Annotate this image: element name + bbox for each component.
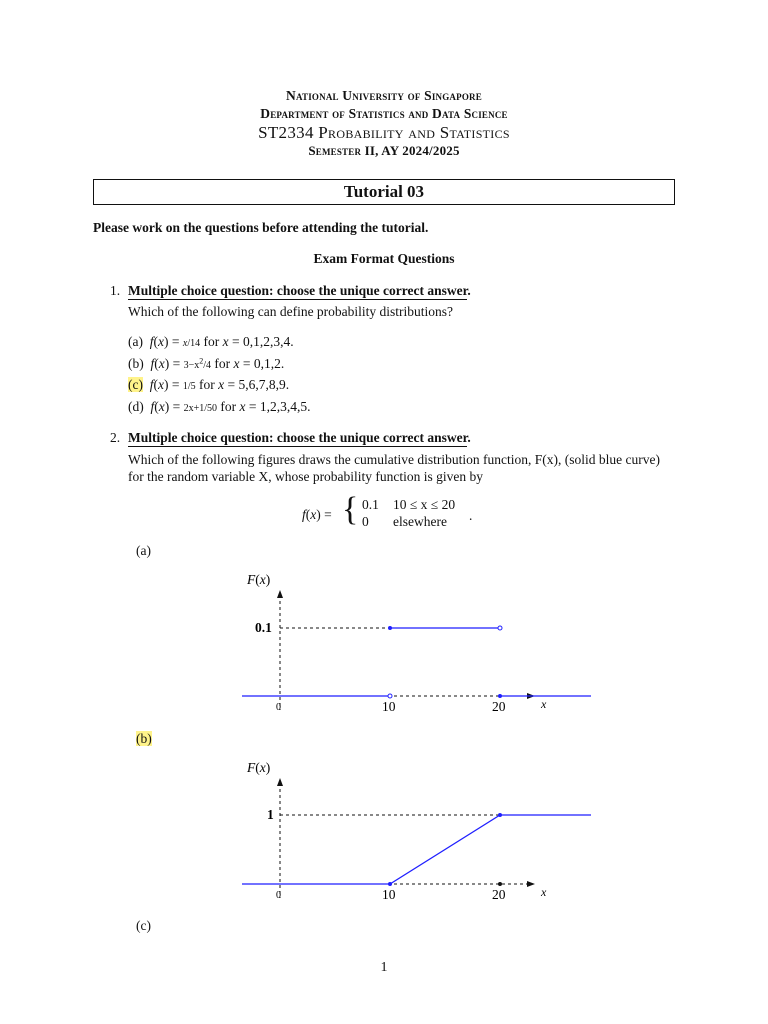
y-axis-arrow [277,778,283,786]
ytick-label: 0.1 [255,620,272,635]
xtick-10: 10 [382,887,396,902]
page-number: 1 [380,960,388,975]
open-point [388,694,392,698]
option-label: (a) [128,334,143,349]
ylabel: F(x) [247,760,271,775]
cdf-chart-b [230,753,610,908]
option-fraction: 2x+1/50 [183,403,218,414]
q1-option-a: (a) f(x) = x/14 for x = 0,1,2,3,4. [128,334,294,349]
instruction: Please work on the questions before attending the tutorial. [93,220,429,235]
q2-number: 2. [110,430,121,445]
xlabel: x [541,697,547,711]
q2-title: Multiple choice question: choose the unique correct answer. [128,430,471,445]
option-label: (b) [128,356,144,371]
department-name: Department of Statistics and Data Science [260,106,508,121]
pmf-case2-value: 0 [362,514,369,529]
xtick-10: 10 [382,699,396,714]
option-fraction: x/14 [182,338,201,349]
semester: Semester II, AY 2024/2025 [308,143,460,158]
xtick-0: 0 [276,702,281,713]
q1-option-b: (b) $f(x) = 3-x^2/4$ for x = 0,1,2. [128,356,285,371]
cdf-line [242,815,591,884]
course-title: ST2334 Probability and Statistics [258,123,510,142]
option-support: 5,6,7,8,9. [238,377,290,392]
closed-point [498,813,502,817]
q2-prompt-line2: for the random variable X, whose probability function is given by [128,469,484,484]
pmf-case2-cond: elsewhere [393,514,447,529]
xtick-0: 0 [276,890,281,901]
ylabel: F(x) [247,572,271,587]
q2-prompt-line1: Which of the following figures draws the cumulative distribution function, F(x), (solid blue curve) [128,452,661,467]
pmf-case1-value: 0.1 [362,497,379,512]
closed-point [498,694,502,698]
cdf-chart-a [230,565,610,720]
option-support: 0,1,2. [253,356,285,371]
option-label-highlighted: (c) [128,377,143,392]
pmf-period: . [469,508,473,523]
option-support: 0,1,2,3,4. [242,334,294,349]
closed-point [388,882,392,886]
figure-c-label: (c) [136,918,151,933]
option-fraction: $3-x^2/4$ [183,356,212,371]
pmf-case1-cond: 10 ≤ x ≤ 20 [393,497,456,512]
figure-a-label: (a) [136,543,151,558]
ytick-label: 1 [267,807,274,822]
section-title: Exam Format Questions [313,251,455,266]
q1-title-text: Multiple choice question: choose the unique correct answer [128,283,468,298]
y-axis-arrow [277,590,283,598]
option-support: 1,2,3,4,5. [259,399,311,414]
university-name: National University of Singapore [286,88,482,103]
xtick-20: 20 [492,887,506,902]
q1-prompt: Which of the following can define probability distributions? [128,304,454,319]
option-label: (d) [128,399,144,414]
figure-b-label-highlighted: (b) [136,731,152,746]
pmf-brace: { [342,491,359,528]
open-point [498,626,502,630]
q2-title-text: Multiple choice question: choose the unique correct answer [128,430,468,445]
figure-b-label [136,731,152,747]
q1-option-d: (d) f(x) = 2x+1/50 for x = 1,2,3,4,5. [128,399,311,414]
option-fraction: 1/5 [182,381,196,392]
pmf-lhs: f(x) = [302,507,332,522]
xtick-20: 20 [492,699,506,714]
closed-point [388,626,392,630]
q1-title: Multiple choice question: choose the unique correct answer. [128,283,471,298]
tutorial-title: Tutorial 03 [93,179,675,205]
q1-number: 1. [110,283,121,298]
q1-option-c: (c) f(x) = 1/5 for x = 5,6,7,8,9. [128,377,290,392]
xlabel: x [541,885,547,899]
axis-point [498,882,502,886]
x-axis-arrow [527,881,535,887]
